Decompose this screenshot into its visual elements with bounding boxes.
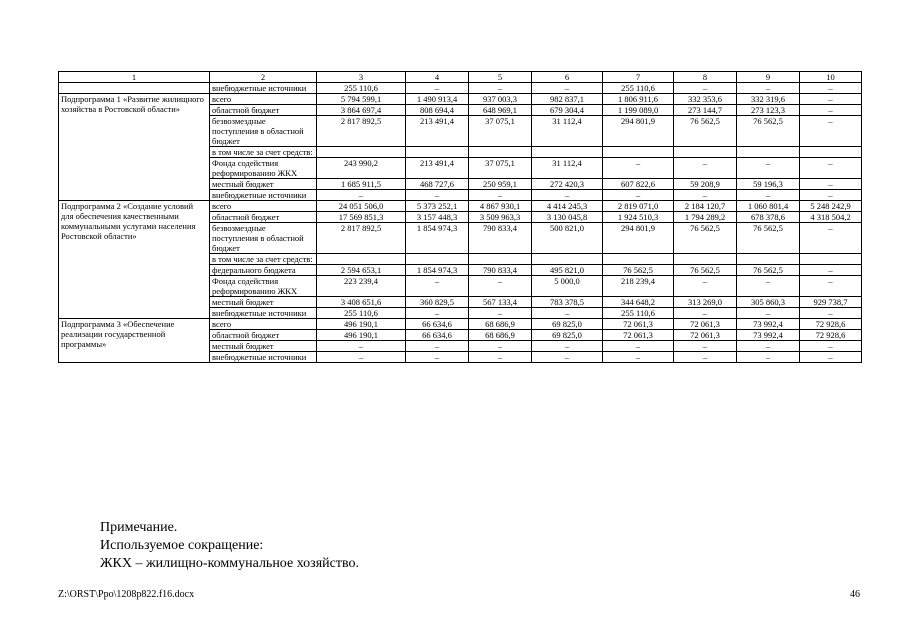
table-row: [59, 201, 862, 212]
value-cell: 294 801,9: [603, 223, 674, 254]
value-cell: 305 860,3: [737, 297, 800, 308]
funding-source-cell: в том числе за счет средств:: [210, 147, 317, 158]
value-cell: –: [737, 158, 800, 179]
header-row: [59, 72, 862, 83]
value-cell: –: [674, 158, 737, 179]
column-header: 6: [532, 72, 603, 83]
value-cell: 1 685 911,5: [317, 179, 406, 190]
value-cell: –: [800, 276, 862, 297]
value-cell: –: [532, 341, 603, 352]
funding-source-cell: всего: [210, 319, 317, 330]
value-cell: –: [317, 190, 406, 201]
column-header: 3: [317, 72, 406, 83]
value-cell: [317, 254, 406, 265]
value-cell: –: [532, 308, 603, 319]
value-cell: 1 060 801,4: [737, 201, 800, 212]
funding-source-cell: областной бюджет: [210, 330, 317, 341]
value-cell: 495 821,0: [532, 265, 603, 276]
table-row: [59, 83, 862, 94]
funding-source-cell: федерального бюджета: [210, 265, 317, 276]
value-cell: 31 112,4: [532, 116, 603, 147]
funding-source-cell: безвозмездные поступления в областной бюджет: [210, 116, 317, 147]
value-cell: –: [406, 352, 469, 363]
value-cell: –: [800, 158, 862, 179]
value-cell: 929 738,7: [800, 297, 862, 308]
value-cell: –: [603, 158, 674, 179]
value-cell: –: [737, 190, 800, 201]
value-cell: –: [800, 94, 862, 105]
value-cell: –: [800, 190, 862, 201]
column-header: 10: [800, 72, 862, 83]
value-cell: 790 833,4: [469, 223, 532, 254]
value-cell: 648 969,1: [469, 105, 532, 116]
value-cell: 24 051 506,0: [317, 201, 406, 212]
value-cell: –: [406, 308, 469, 319]
column-header: 4: [406, 72, 469, 83]
value-cell: 2 817 892,5: [317, 116, 406, 147]
value-cell: 255 110,6: [603, 83, 674, 94]
value-cell: –: [737, 276, 800, 297]
value-cell: 4 414 245,3: [532, 201, 603, 212]
value-cell: [406, 254, 469, 265]
table-row: [59, 319, 862, 330]
column-header: 1: [59, 72, 210, 83]
value-cell: –: [674, 276, 737, 297]
value-cell: –: [674, 352, 737, 363]
value-cell: 255 110,6: [317, 308, 406, 319]
note-abbreviation-intro: Используемое сокращение:: [100, 538, 264, 553]
value-cell: 607 822,6: [603, 179, 674, 190]
value-cell: 37 075,1: [469, 158, 532, 179]
value-cell: 76 562,5: [737, 265, 800, 276]
column-header: 8: [674, 72, 737, 83]
value-cell: –: [469, 341, 532, 352]
value-cell: 59 196,3: [737, 179, 800, 190]
value-cell: 783 378,5: [532, 297, 603, 308]
table-row: [59, 94, 862, 105]
value-cell: –: [800, 265, 862, 276]
value-cell: 76 562,5: [737, 223, 800, 254]
value-cell: 68 686,9: [469, 319, 532, 330]
funding-source-cell: внебюджетные источники: [210, 352, 317, 363]
value-cell: 1 490 913,4: [406, 94, 469, 105]
value-cell: 344 648,2: [603, 297, 674, 308]
value-cell: 937 003,3: [469, 94, 532, 105]
value-cell: [674, 147, 737, 158]
value-cell: –: [800, 179, 862, 190]
value-cell: 678 378,6: [737, 212, 800, 223]
value-cell: 1 924 510,3: [603, 212, 674, 223]
value-cell: 5 248 242,9: [800, 201, 862, 212]
value-cell: 66 634,6: [406, 319, 469, 330]
funding-source-cell: всего: [210, 201, 317, 212]
value-cell: –: [674, 308, 737, 319]
value-cell: 69 825,0: [532, 319, 603, 330]
value-cell: –: [469, 276, 532, 297]
value-cell: –: [603, 190, 674, 201]
subprogram-name-cell: [59, 83, 210, 94]
value-cell: –: [800, 223, 862, 254]
funding-source-cell: местный бюджет: [210, 341, 317, 352]
funding-source-cell: всего: [210, 94, 317, 105]
value-cell: 468 727,6: [406, 179, 469, 190]
value-cell: –: [800, 352, 862, 363]
value-cell: –: [532, 190, 603, 201]
value-cell: [603, 147, 674, 158]
value-cell: –: [603, 352, 674, 363]
value-cell: 76 562,5: [674, 265, 737, 276]
value-cell: –: [674, 341, 737, 352]
value-cell: 250 959,1: [469, 179, 532, 190]
value-cell: 76 562,5: [674, 116, 737, 147]
value-cell: [469, 254, 532, 265]
value-cell: 332 353,6: [674, 94, 737, 105]
value-cell: 4 867 930,1: [469, 201, 532, 212]
value-cell: 360 829,5: [406, 297, 469, 308]
value-cell: 1 806 911,6: [603, 94, 674, 105]
value-cell: 255 110,6: [603, 308, 674, 319]
column-header: 9: [737, 72, 800, 83]
value-cell: 3 509 963,3: [469, 212, 532, 223]
value-cell: 5 373 252,1: [406, 201, 469, 212]
value-cell: –: [800, 308, 862, 319]
value-cell: –: [532, 352, 603, 363]
funding-source-cell: областной бюджет: [210, 212, 317, 223]
value-cell: 17 569 851,3: [317, 212, 406, 223]
value-cell: [800, 254, 862, 265]
subprogram-name-cell: Подпрограмма 2 «Создание условий для обеспечения качественными коммунальными услугами населения Ростовской области»: [59, 201, 210, 319]
value-cell: 3 408 651,6: [317, 297, 406, 308]
value-cell: 3 864 697,4: [317, 105, 406, 116]
value-cell: –: [603, 341, 674, 352]
funding-source-cell: в том числе за счет средств:: [210, 254, 317, 265]
value-cell: 332 319,6: [737, 94, 800, 105]
value-cell: 223 239,4: [317, 276, 406, 297]
value-cell: 496 190,1: [317, 319, 406, 330]
value-cell: 808 694,4: [406, 105, 469, 116]
value-cell: 3 157 448,3: [406, 212, 469, 223]
value-cell: –: [406, 276, 469, 297]
funding-source-cell: безвозмездные поступления в областной бюджет: [210, 223, 317, 254]
value-cell: –: [317, 341, 406, 352]
value-cell: 72 061,3: [603, 319, 674, 330]
note-abbreviation: ЖКХ – жилищно-коммунальное хозяйство.: [100, 556, 359, 571]
value-cell: –: [674, 190, 737, 201]
funding-source-cell: областной бюджет: [210, 105, 317, 116]
value-cell: –: [800, 83, 862, 94]
value-cell: 73 992,4: [737, 330, 800, 341]
value-cell: –: [737, 352, 800, 363]
funding-source-cell: Фонда содействия реформированию ЖКХ: [210, 158, 317, 179]
funding-source-cell: местный бюджет: [210, 297, 317, 308]
value-cell: [317, 147, 406, 158]
table-body: [59, 72, 862, 363]
funding-source-cell: местный бюджет: [210, 179, 317, 190]
value-cell: 500 821,0: [532, 223, 603, 254]
value-cell: –: [406, 190, 469, 201]
value-cell: 272 420,3: [532, 179, 603, 190]
value-cell: 2 817 892,5: [317, 223, 406, 254]
value-cell: 2 819 071,0: [603, 201, 674, 212]
value-cell: –: [737, 341, 800, 352]
footer-file-path: Z:\ORST\Ppo\1208p822.f16.docx: [58, 589, 195, 600]
value-cell: [674, 254, 737, 265]
value-cell: 73 992,4: [737, 319, 800, 330]
value-cell: –: [406, 341, 469, 352]
value-cell: –: [317, 352, 406, 363]
value-cell: 2 184 120,7: [674, 201, 737, 212]
value-cell: –: [800, 341, 862, 352]
value-cell: 76 562,5: [603, 265, 674, 276]
value-cell: 72 061,3: [603, 330, 674, 341]
value-cell: –: [737, 83, 800, 94]
value-cell: [532, 254, 603, 265]
value-cell: 37 075,1: [469, 116, 532, 147]
value-cell: –: [800, 105, 862, 116]
value-cell: 76 562,5: [737, 116, 800, 147]
value-cell: 1 794 289,2: [674, 212, 737, 223]
funding-source-cell: внебюджетные источники: [210, 83, 317, 94]
subprogram-name-cell: Подпрограмма 1 «Развитие жилищного хозяйства в Ростовской области»: [59, 94, 210, 201]
value-cell: 66 634,6: [406, 330, 469, 341]
value-cell: 1 199 089,0: [603, 105, 674, 116]
value-cell: 496 190,1: [317, 330, 406, 341]
value-cell: 4 318 504,2: [800, 212, 862, 223]
value-cell: 59 208,9: [674, 179, 737, 190]
value-cell: 72 928,6: [800, 330, 862, 341]
value-cell: 3 130 045,8: [532, 212, 603, 223]
value-cell: 790 833,4: [469, 265, 532, 276]
value-cell: 72 061,3: [674, 330, 737, 341]
value-cell: –: [532, 83, 603, 94]
value-cell: 273 144,7: [674, 105, 737, 116]
value-cell: –: [800, 116, 862, 147]
value-cell: 1 854 974,3: [406, 223, 469, 254]
value-cell: 68 686,9: [469, 330, 532, 341]
value-cell: 76 562,5: [674, 223, 737, 254]
value-cell: [800, 147, 862, 158]
note-title: Примечание.: [100, 520, 178, 535]
value-cell: 567 133,4: [469, 297, 532, 308]
value-cell: –: [469, 352, 532, 363]
value-cell: 243 990,2: [317, 158, 406, 179]
value-cell: [737, 254, 800, 265]
value-cell: 5 794 599,1: [317, 94, 406, 105]
value-cell: 213 491,4: [406, 158, 469, 179]
value-cell: 1 854 974,3: [406, 265, 469, 276]
value-cell: –: [469, 190, 532, 201]
value-cell: [532, 147, 603, 158]
column-header: 7: [603, 72, 674, 83]
value-cell: 982 837,1: [532, 94, 603, 105]
page-number: 46: [850, 589, 860, 600]
value-cell: –: [469, 83, 532, 94]
budget-table: [58, 71, 862, 363]
value-cell: –: [469, 308, 532, 319]
value-cell: 2 594 653,1: [317, 265, 406, 276]
funding-source-cell: внебюджетные источники: [210, 190, 317, 201]
value-cell: 313 269,0: [674, 297, 737, 308]
value-cell: 5 000,0: [532, 276, 603, 297]
funding-source-cell: Фонда содействия реформированию ЖКХ: [210, 276, 317, 297]
value-cell: 679 304,4: [532, 105, 603, 116]
value-cell: [406, 147, 469, 158]
column-header: 2: [210, 72, 317, 83]
value-cell: 294 801,9: [603, 116, 674, 147]
value-cell: 213 491,4: [406, 116, 469, 147]
value-cell: –: [737, 308, 800, 319]
value-cell: 69 825,0: [532, 330, 603, 341]
value-cell: 72 928,6: [800, 319, 862, 330]
value-cell: 31 112,4: [532, 158, 603, 179]
value-cell: 255 110,6: [317, 83, 406, 94]
value-cell: 72 061,3: [674, 319, 737, 330]
column-header: 5: [469, 72, 532, 83]
value-cell: 218 239,4: [603, 276, 674, 297]
value-cell: [603, 254, 674, 265]
funding-source-cell: внебюджетные источники: [210, 308, 317, 319]
value-cell: –: [406, 83, 469, 94]
value-cell: [469, 147, 532, 158]
value-cell: [737, 147, 800, 158]
subprogram-name-cell: Подпрограмма 3 «Обеспечение реализации государственной программы»: [59, 319, 210, 363]
value-cell: 273 123,3: [737, 105, 800, 116]
value-cell: –: [674, 83, 737, 94]
